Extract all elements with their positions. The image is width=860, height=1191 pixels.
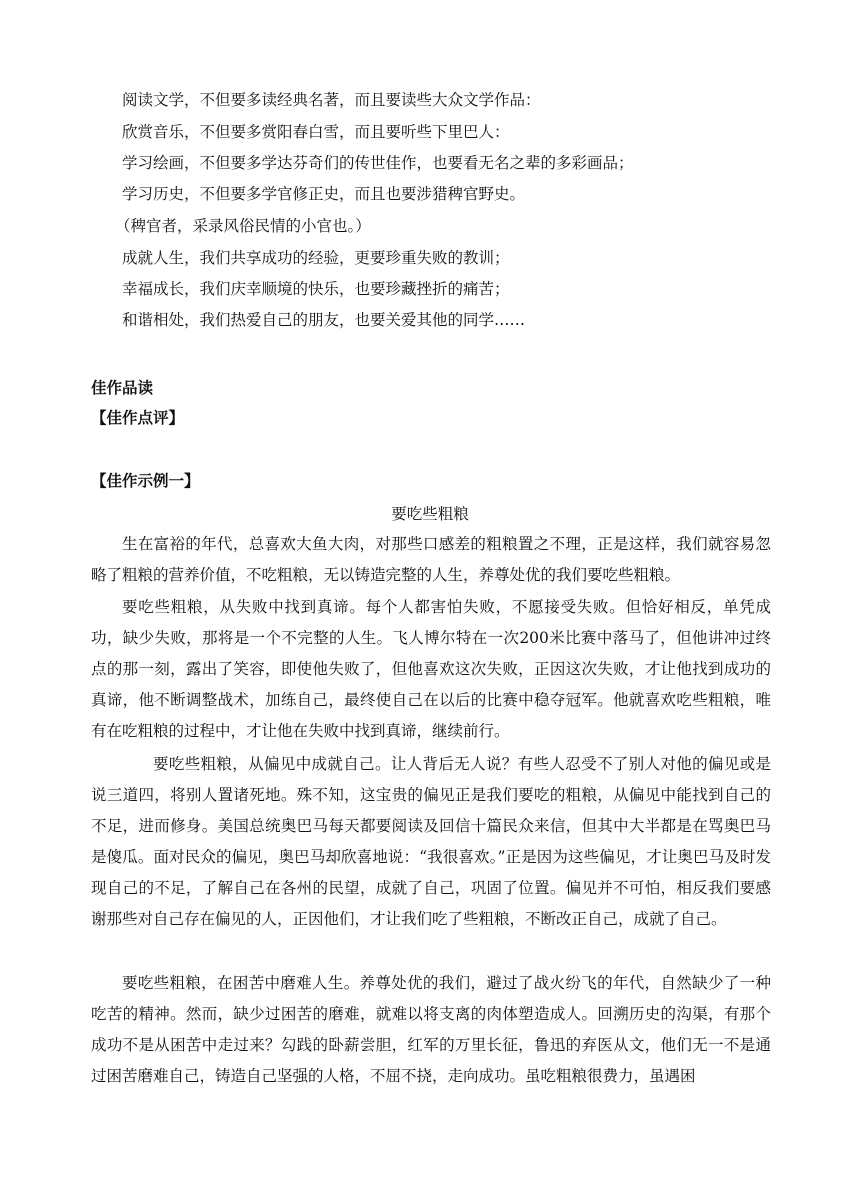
intro-line-3: 学习绘画，不但要多学达芬奇们的传世佳作，也要看无名之辈的多彩画品； — [122, 154, 634, 172]
intro-line-7: 幸福成长，我们庆幸顺境的快乐，也要珍藏挫折的痛苦； — [122, 280, 510, 298]
intro-line-8: 和谐相处，我们热爱自己的朋友，也要关爱其他的同学…… — [122, 311, 526, 329]
section-heading: 佳作品读 — [91, 379, 154, 397]
essay-paragraph-1: 生在富裕的年代，总喜欢大鱼大肉，对那些口感差的粗粮置之不理，正是这样，我们就容易忽略了粗粮的营养价值，不吃粗粮，无以铸造完整的人生，养尊处优的我们要吃些粗粮。 — [91, 535, 771, 584]
intro-line-2: 欣赏音乐，不但要多赏阳春白雪，而且要听些下里巴人： — [122, 123, 510, 141]
intro-line-6: 成就人生，我们共享成功的经验，更要珍重失败的教训； — [122, 249, 510, 267]
essay-paragraph-2: 要吃些粗粮，从失败中找到真谛。每个人都害怕失败，不愿接受失败。但恰好相反，单凭成功，缺少失败，那将是一个不完整的人生。飞人博尔特在一次200米比赛中落马了，但他讲冲过终点的那一刻，露出了笑容，即使他失败了，但他喜欢这次失败，正因这次失败，才让他找到成功的真谛，他不断调整战术，加练自己，最终使自己在以后的比赛中稳夺冠军。他就喜欢吃些粗粮，唯有在吃粗粮的过程中，才让他在失败中找到真谛，继续前行。 — [91, 598, 771, 740]
example-heading: 【佳作示例一】 — [91, 472, 200, 490]
intro-line-1: 阅读文学，不但要多读经典名著，而且要读些大众文学作品： — [122, 91, 541, 109]
intro-note: （稗官者，采录风俗民情的小官也。） — [115, 217, 371, 235]
essay-title: 要吃些粗粮 — [391, 505, 469, 523]
essay-paragraph-3: 要吃些粗粮，从偏见中成就自己。让人背后无人说？有些人忍受不了别人对他的偏见或是说三道四，将别人置诸死地。殊不知，这宝贵的偏见正是我们要吃的粗粮，从偏见中能找到自己的不足，进而修身。美国总统奥巴马每天都要阅读及回信十篇民众来信，但其中大半都是在骂奥巴马是傻瓜。面对民众的偏见，奥巴马却欣喜地说：“我很喜欢。”正是因为这些偏见，才让奥巴马及时发现自己的不足，了解自己在各州的民望，成就了自己，巩固了位置。偏见并不可怕，相反我们要感谢那些对自己存在偏见的人，正因他们，才让我们吃了些粗粮，不断改正自己，成就了自己。 — [91, 755, 771, 928]
intro-line-4: 学习历史，不但要多学官修正史，而且也要涉猎稗官野史。 — [122, 185, 526, 203]
essay-paragraph-4: 要吃些粗粮，在困苦中磨难人生。养尊处优的我们，避过了战火纷飞的年代，自然缺少了一种吃苦的精神。然而，缺少过困苦的磨难，就难以将支离的肉体塑造成人。回溯历史的沟渠，有那个成功不是从困苦中走过来？勾践的卧薪尝胆，红军的万里长征，鲁迅的弃医从文，他们无一不是通过困苦磨难自己，铸造自己坚强的人格，不屈不挠，走向成功。虽吃粗粮很费力，虽遇困 — [91, 974, 771, 1085]
review-heading: 【佳作点评】 — [91, 409, 185, 427]
